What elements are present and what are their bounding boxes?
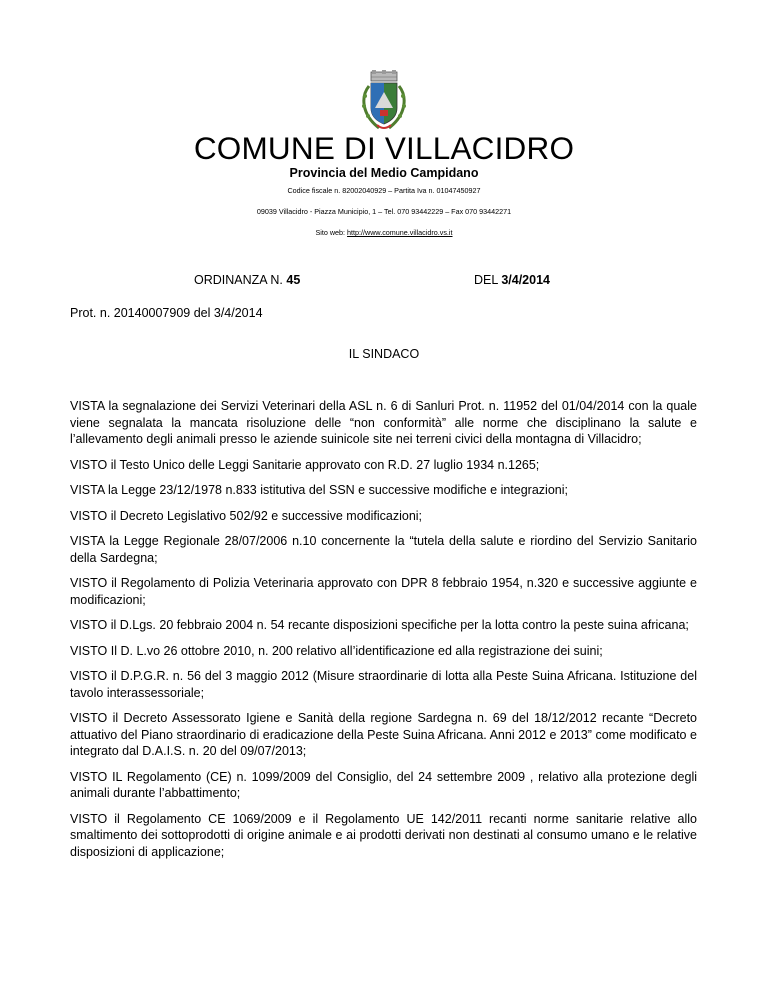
ordinance-date	[474, 273, 550, 287]
paragraph: VISTO il Regolamento di Polizia Veterinaria approvato con DPR 8 febbraio 1954, n.320 e successive aggiunte e modificazioni;	[70, 576, 697, 607]
fiscal-info: Codice fiscale n. 82002040929 – Partita Iva n. 01047450927	[287, 186, 481, 195]
paragraph: VISTA la Legge Regionale 28/07/2006 n.10 concernente la “tutela della salute e riordino del Servizio Sanitario della Sardegna;	[70, 534, 697, 565]
paragraph: VISTO il Regolamento CE 1069/2009 e il Regolamento UE 142/2011 recanti norme sanitarie relative allo smaltimento dei sottoprodotti di origine animale e ai prodotti derivati non destinati al consumo umano e le relative disposizioni di applicazione;	[70, 811, 697, 859]
ordinance-body	[70, 398, 697, 869]
municipality-title: COMUNE DI VILLACIDRO	[193, 130, 575, 166]
paragraph: VISTA la Legge 23/12/1978 n.833 istitutiva del SSN e successive modifiche e integrazioni;	[70, 483, 568, 497]
paragraph: VISTO il Decreto Assessorato Igiene e Sanità della regione Sardegna n. 69 del 18/12/2012 recante “Decreto attuativo del Piano straordinario di eradicazione della Peste Suina Africana. Anni 2012 e 2013” come modificato e integrato dal D.A.I.S. n. 20 del 09/07/2013;	[70, 711, 697, 758]
address-info: 09039 Villacidro - Piazza Municipio, 1 – Tel. 070 93442229 – Fax 070 93442271	[256, 207, 512, 216]
province-name: Provincia del Medio Campidano	[289, 166, 479, 180]
paragraph: VISTO Il D. L.vo 26 ottobre 2010, n. 200 relativo all’identificazione ed alla registrazione dei suini;	[70, 643, 603, 658]
ordinance-label: ORDINANZA N.	[194, 273, 287, 287]
paragraph: VISTO IL Regolamento (CE) n. 1099/2009 del Consiglio, del 24 settembre 2009 , relativo alla protezione degli animali durante l’abbattimento;	[70, 769, 697, 800]
ordinance-date-label: DEL	[474, 273, 502, 287]
paragraph: VISTO il D.Lgs. 20 febbraio 2004 n. 54 recante disposizioni specifiche per la lotta contro la peste suina africana;	[70, 618, 689, 632]
ordinance-date-value: 3/4/2014	[501, 273, 550, 287]
paragraph: VISTA la segnalazione dei Servizi Veterinari della ASL n. 6 di Sanluri Prot. n. 11952 del 01/04/2014 con la quale viene segnalata la mancata risoluzione delle “non conformità” alle norme che disciplinano la salute e l’allevamento degli animali presso le aziende suinicole site nei terreni civici della montagna di Villacidro;	[70, 399, 697, 446]
coat-of-arms-icon	[357, 70, 411, 132]
website-link[interactable]: http://www.comune.villacidro.vs.it	[347, 228, 453, 237]
paragraph: VISTO il D.P.G.R. n. 56 del 3 maggio 2012 (Misure straordinarie di lotta alla Peste Suina Africana. Istituzione del tavolo interassessoriale;	[70, 669, 697, 700]
paragraph: VISTO il Decreto Legislativo 502/92 e successive modificazioni;	[70, 508, 423, 523]
website-label: Sito web:	[315, 228, 348, 237]
website-line	[0, 228, 768, 237]
ordinance-number	[194, 273, 300, 287]
paragraph: VISTO il Testo Unico delle Leggi Sanitarie approvato con R.D. 27 luglio 1934 n.1265;	[70, 457, 540, 472]
protocol-number: Prot. n. 20140007909 del 3/4/2014	[70, 306, 263, 320]
ordinance-number-value: 45	[286, 273, 301, 287]
issuer-heading: IL SINDACO	[348, 347, 420, 361]
